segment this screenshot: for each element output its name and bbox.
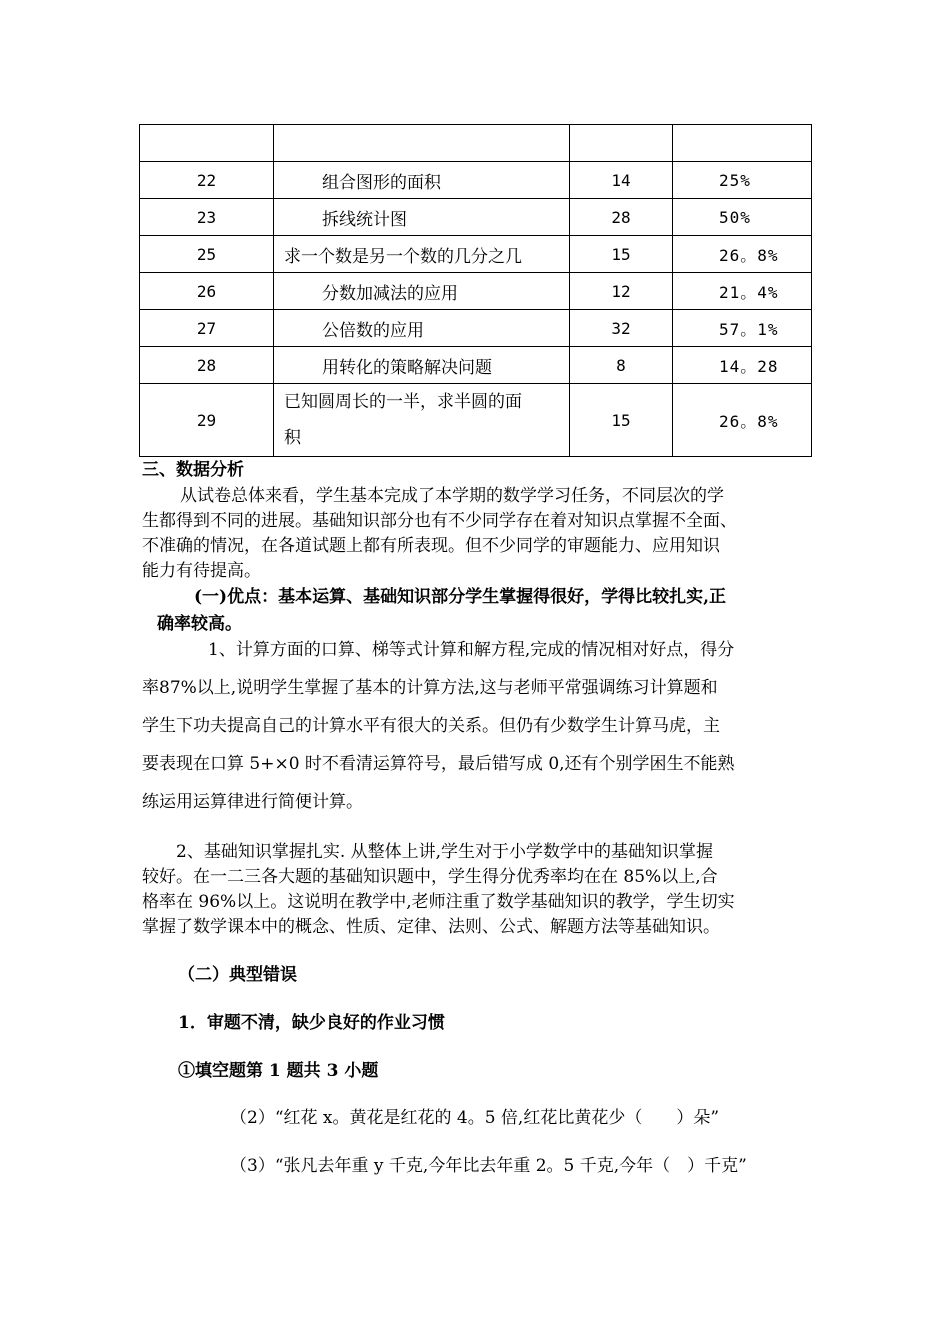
- paragraph-line: 从试卷总体来看，学生基本完成了本学期的数学学习任务，不同层次的学: [180, 486, 724, 506]
- error-count: 14: [570, 162, 673, 199]
- errors-heading: （二）典型错误: [178, 965, 297, 985]
- paragraph-line: 2、基础知识掌握扎实. 从整体上讲,学生对于小学数学中的基础知识掌握: [176, 842, 714, 862]
- error-count: 15: [570, 236, 673, 273]
- knowledge-point: [274, 384, 570, 457]
- knowledge-point: 公倍数的应用: [274, 310, 570, 347]
- error-rate-table: [139, 124, 812, 457]
- question-number: [140, 125, 274, 162]
- paragraph-line: 能力有待提高。: [142, 561, 261, 581]
- paragraph-line: 率87%以上,说明学生掌握了基本的计算方法,这与老师平常强调练习计算题和: [142, 678, 718, 698]
- error-count: 28: [570, 199, 673, 236]
- paragraph-line: 1、计算方面的口算、梯等式计算和解方程,完成的情况相对好点，得分: [208, 640, 735, 660]
- strength-heading-line: 确率较高。: [157, 614, 242, 634]
- table-row: [140, 384, 812, 457]
- knowledge-point: [274, 125, 570, 162]
- strength-heading-line: (一)优点：基本运算、基础知识部分学生掌握得很好，学得比较扎实,正: [194, 587, 727, 607]
- paragraph-line: 学生下功夫提高自己的计算水平有很大的关系。但仍有少数学生计算马虎，主: [142, 716, 720, 736]
- paragraph-line: 要表现在口算 5+×0 时不看清运算符号，最后错写成 0,还有个别学困生不能熟: [142, 754, 735, 774]
- error-rate: 26。8%: [673, 236, 812, 273]
- section-heading: 三、数据分析: [142, 460, 244, 480]
- analysis-paragraph: [142, 484, 814, 584]
- paragraph-line: 生都得到不同的进展。基础知识部分也有不少同学存在着对知识点掌握不全面、: [142, 511, 737, 531]
- error-count: 12: [570, 273, 673, 310]
- table-row: [140, 199, 812, 236]
- paragraph-line: 格率在 96%以上。这说明在教学中,老师注重了数学基础知识的教学，学生切实: [142, 892, 735, 912]
- table-row: [140, 273, 812, 310]
- table-row: [140, 125, 812, 162]
- point-1-paragraph: [142, 631, 814, 821]
- table-row: [140, 162, 812, 199]
- knowledge-point-line: 积: [284, 428, 301, 448]
- question-number: 23: [140, 199, 274, 236]
- strength-heading: [142, 584, 814, 638]
- paragraph-line: 掌握了数学课本中的概念、性质、定律、法则、公式、解题方法等基础知识。: [142, 917, 720, 937]
- knowledge-point-line: 已知圆周长的一半，求半圆的面: [284, 392, 522, 412]
- table-row: [140, 347, 812, 384]
- error-rate: 50%: [673, 199, 812, 236]
- error-item-3: （3）“张凡去年重 y 千克,今年比去年重 2。5 千克,今年（ ）千克”: [230, 1156, 747, 1176]
- knowledge-point: 求一个数是另一个数的几分之几: [274, 236, 570, 273]
- paragraph-line: 较好。在一二三各大题的基础知识题中，学生得分优秀率均在在 85%以上,合: [142, 867, 718, 887]
- error-rate: 25%: [673, 162, 812, 199]
- error-count: 32: [570, 310, 673, 347]
- error-rate: 26。8%: [673, 384, 812, 457]
- knowledge-point: 拆线统计图: [274, 199, 570, 236]
- error-1-heading: 1．审题不清，缺少良好的作业习惯: [178, 1013, 445, 1033]
- error-item-2: （2）“红花 x。黄花是红花的 4。5 倍,红花比黄花少（ ）朵”: [230, 1108, 720, 1128]
- question-number: 27: [140, 310, 274, 347]
- paragraph-line: 练运用运算律进行简便计算。: [142, 792, 363, 812]
- error-1-subheading: ①填空题第 1 题共 3 小题: [178, 1061, 379, 1081]
- table-row: [140, 236, 812, 273]
- question-number: 22: [140, 162, 274, 199]
- error-rate: 14。28: [673, 347, 812, 384]
- error-count: [570, 125, 673, 162]
- error-count: 15: [570, 384, 673, 457]
- error-rate: [673, 125, 812, 162]
- knowledge-point: 用转化的策略解决问题: [274, 347, 570, 384]
- knowledge-point: 分数加减法的应用: [274, 273, 570, 310]
- paragraph-line: 不准确的情况，在各道试题上都有所表现。但不少同学的审题能力、应用知识: [142, 536, 720, 556]
- error-rate: 57。1%: [673, 310, 812, 347]
- point-2-paragraph: [142, 840, 814, 940]
- question-number: 26: [140, 273, 274, 310]
- error-rate: 21。4%: [673, 273, 812, 310]
- question-number: 28: [140, 347, 274, 384]
- error-count: 8: [570, 347, 673, 384]
- table-row: [140, 310, 812, 347]
- knowledge-point: 组合图形的面积: [274, 162, 570, 199]
- question-number: 25: [140, 236, 274, 273]
- question-number: 29: [140, 384, 274, 457]
